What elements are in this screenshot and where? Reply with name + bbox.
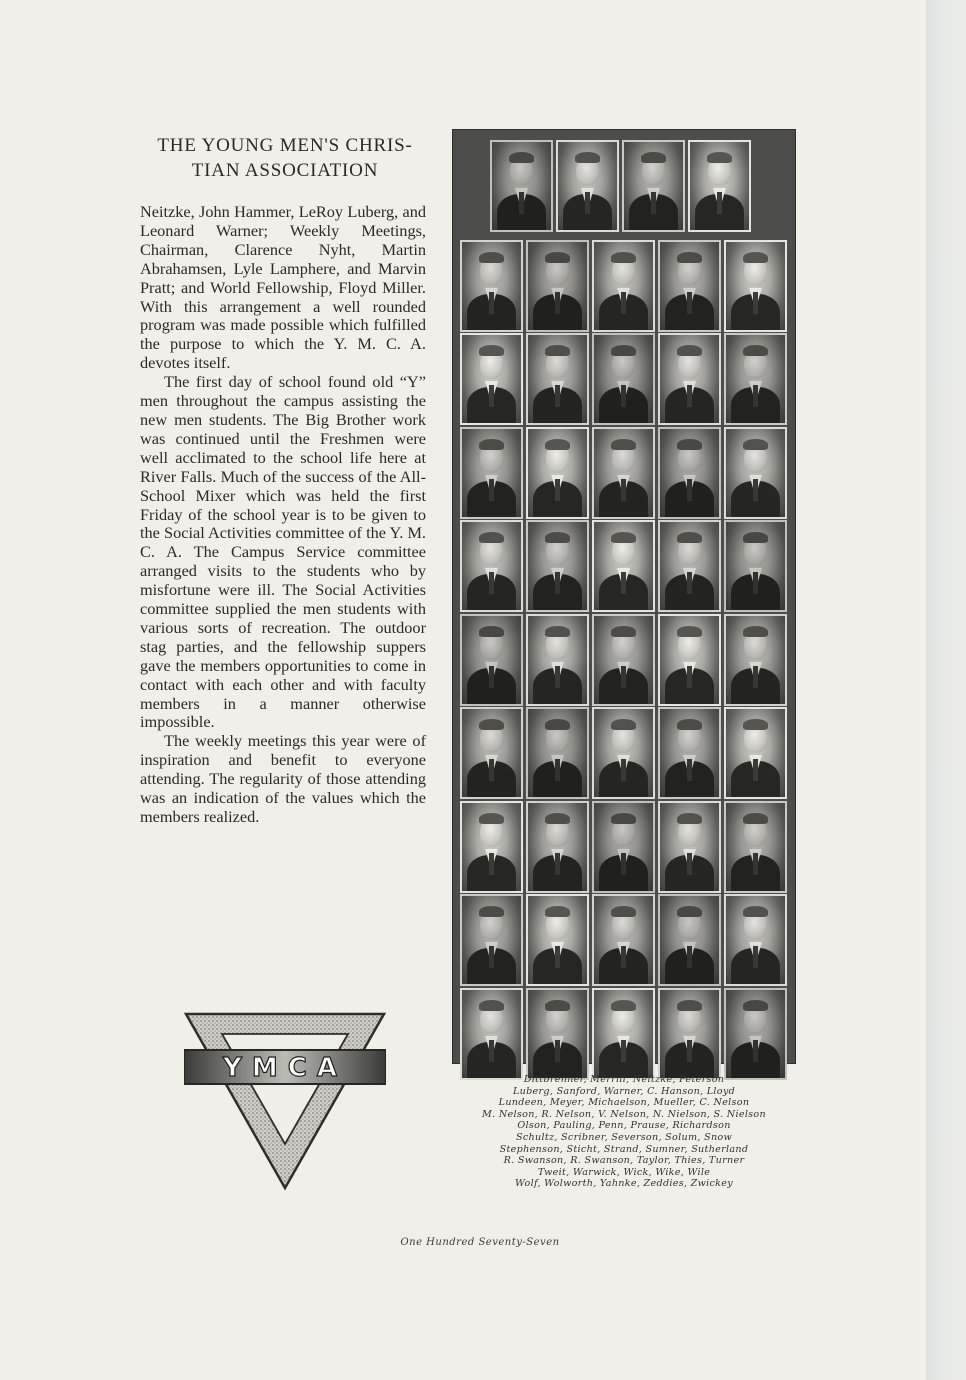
photo-row [460, 707, 787, 799]
ymca-logo-text: YMCA [223, 1053, 347, 1083]
member-portrait [460, 707, 523, 799]
photo-row [460, 801, 787, 893]
paragraph-1: Neitzke, John Hammer, LeRoy Luberg, and Leonard Warner; Weekly Meetings, Chairman, Clarence Nyht, Martin Abrahamsen, Lyle Lamphere, and Marvin Pratt; and World Fellowship, Floyd Miller. With this arrangement a well rounded program was made possible which fulfilled the purpose to which the Y. M. C. A. devotes itself. [140, 202, 426, 373]
ymca-logo-icon [184, 1012, 386, 1192]
member-portrait [724, 520, 787, 612]
caption-line: Olson, Pauling, Penn, Prause, Richardson [517, 1120, 731, 1132]
member-portrait [592, 427, 655, 519]
member-portrait [460, 801, 523, 893]
photo-caption [452, 1074, 796, 1190]
member-portrait [526, 520, 589, 612]
member-portrait [526, 894, 589, 986]
member-portrait [592, 801, 655, 893]
photo-row [460, 520, 787, 612]
member-photo-grid [452, 129, 796, 1064]
photo-row [490, 140, 751, 232]
title-line-2: TIAN ASSOCIATION [191, 160, 379, 181]
caption-line: Luberg, Sanford, Warner, C. Hanson, Lloyd [512, 1085, 736, 1097]
page-footer: One Hundred Seventy-Seven [400, 1237, 560, 1248]
member-portrait [724, 707, 787, 799]
member-portrait [658, 801, 721, 893]
caption-line: Stephenson, Sticht, Strand, Sumner, Sutherland [499, 1143, 749, 1155]
member-portrait [658, 988, 721, 1080]
member-portrait [658, 894, 721, 986]
caption-line: Wolf, Wolworth, Yahnke, Zeddies, Zwickey [514, 1178, 733, 1190]
article-body [140, 203, 426, 827]
member-portrait [526, 240, 589, 332]
page-edge [926, 0, 966, 1380]
member-portrait [658, 520, 721, 612]
member-portrait [460, 614, 523, 706]
member-portrait [526, 427, 589, 519]
member-portrait [724, 333, 787, 425]
member-portrait [460, 333, 523, 425]
caption-line: Tweit, Warwick, Wick, Wike, Wile [537, 1166, 711, 1178]
member-portrait [526, 988, 589, 1080]
photo-row [460, 894, 787, 986]
paragraph-2: The first day of school found old “Y” men throughout the campus assisting the new men students. The Big Brother work was continued until the Freshmen were well acclimated to the school life here at River Falls. Much of the success of the All-School Mixer which was held the first Friday of the school year is to be given to the Social Activities committee of the Y. M. C. A. The Campus Service committee arranged visits to the students who by misfortune were ill. The Social Activities committee supplied the men students with various sorts of recreation. The outdoor stag parties, and the fellowship suppers gave the members opportunities to come in contact with each other and with faculty members in a manner otherwise impossible. [140, 372, 426, 732]
member-portrait [724, 427, 787, 519]
caption-line: Lundeen, Meyer, Michaelson, Mueller, C. Nelson [498, 1097, 750, 1109]
photo-row [460, 333, 787, 425]
member-portrait [658, 333, 721, 425]
member-portrait [526, 333, 589, 425]
member-portrait [526, 801, 589, 893]
member-portrait [592, 707, 655, 799]
member-portrait [592, 333, 655, 425]
member-portrait [460, 894, 523, 986]
member-portrait [526, 707, 589, 799]
member-portrait [724, 894, 787, 986]
member-portrait [724, 614, 787, 706]
member-portrait [658, 614, 721, 706]
photo-row [460, 614, 787, 706]
photo-row [460, 427, 787, 519]
caption-line: Schultz, Scribner, Severson, Solum, Snow [515, 1131, 733, 1143]
member-portrait [658, 240, 721, 332]
member-portrait [724, 988, 787, 1080]
member-portrait [724, 801, 787, 893]
member-portrait [724, 240, 787, 332]
member-portrait [658, 427, 721, 519]
member-portrait [592, 988, 655, 1080]
member-portrait [592, 520, 655, 612]
member-portrait [556, 140, 619, 232]
member-portrait [526, 614, 589, 706]
member-portrait [688, 140, 751, 232]
member-portrait [460, 988, 523, 1080]
member-portrait [460, 240, 523, 332]
article-title [136, 133, 434, 183]
member-portrait [592, 240, 655, 332]
member-portrait [592, 614, 655, 706]
paragraph-3: The weekly meetings this year were of inspiration and benefit to everyone attending. The regularity of those attending was an indication of the values which the members realized. [140, 731, 426, 826]
photo-row [460, 988, 787, 1080]
member-portrait [592, 894, 655, 986]
caption-line: M. Nelson, R. Nelson, V. Nelson, N. Nielson, S. Nielson [482, 1108, 766, 1120]
photo-row [460, 240, 787, 332]
member-portrait [658, 707, 721, 799]
member-portrait [460, 520, 523, 612]
member-portrait [460, 427, 523, 519]
member-portrait [490, 140, 553, 232]
title-line-1: THE YOUNG MEN'S CHRIS- [157, 135, 413, 156]
caption-line: Dittbrenner, Merrill, Neitzke, Peterson [523, 1074, 725, 1085]
caption-line: R. Swanson, R. Swanson, Taylor, Thies, Turner [503, 1155, 745, 1167]
member-portrait [622, 140, 685, 232]
